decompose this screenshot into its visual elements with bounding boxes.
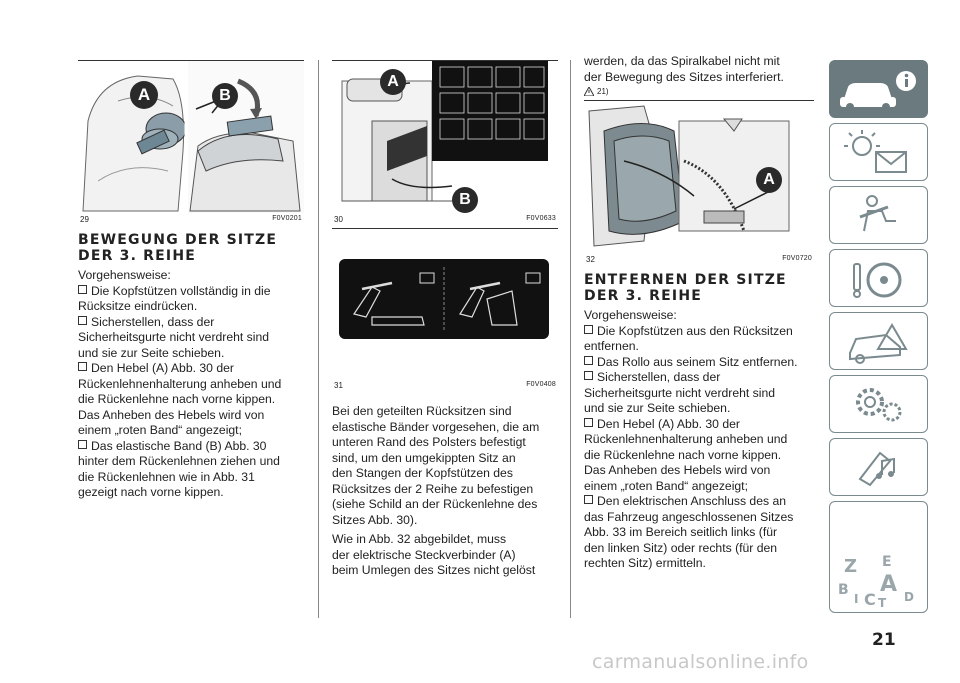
label-a-marker: A — [130, 81, 158, 109]
text-line: der Bewegung des Sitzes interferiert. — [584, 69, 784, 84]
text-line: sind, um den umgekippten Sitz an — [332, 450, 516, 465]
breakdown-icon — [830, 313, 927, 369]
text-line: Sicherheitsgurte nicht verdreht sind — [78, 330, 270, 344]
text-line: beim Umlegen des Sitzes nicht gelöst — [332, 563, 536, 577]
car-info-icon — [830, 61, 927, 117]
figure-caption — [584, 253, 814, 264]
figure-number: 30 — [334, 215, 343, 224]
text-line: Das Anheben des Hebels wird von — [584, 463, 771, 477]
text-line: unteren Rand des Polsters befestigt — [332, 435, 526, 449]
airbag-seat-icon — [830, 187, 927, 243]
text-line: Den elektrischen Anschluss des an — [584, 494, 814, 510]
text-line: Sitzes Abb. 30). — [332, 512, 418, 527]
tab-warning-lights[interactable] — [829, 123, 928, 181]
figure-number: 31 — [334, 381, 343, 390]
column-left — [78, 60, 304, 501]
watermark: carmanualsonline.info — [592, 651, 809, 673]
text-line: (siehe Schild an der Rückenlehne des — [332, 497, 538, 511]
warning-lights-icon — [830, 124, 927, 180]
tab-index[interactable] — [829, 501, 928, 613]
text-line: den Stangen der Kopfstützen des — [332, 466, 513, 480]
column-right — [584, 54, 814, 572]
figure-caption — [332, 213, 558, 224]
figure-code: F0V0408 — [526, 381, 556, 388]
music-satellite-icon — [830, 439, 927, 495]
text-line: einem „roten Band“ angezeigt; — [584, 478, 748, 493]
text-line: Den Hebel (A) Abb. 30 der — [78, 361, 304, 377]
instruction-list — [584, 324, 814, 572]
text-line: gezeigt nach vorne kippen. — [78, 485, 224, 499]
tab-maintenance[interactable] — [829, 375, 928, 433]
text-line: Sicherstellen, dass der — [584, 370, 814, 386]
text-line: hinter dem Rückenlehnen ziehen und — [78, 454, 280, 468]
warning-triangle-icon — [584, 87, 594, 96]
text-line: die Rückenlehne nach vorne kippen. — [584, 447, 782, 462]
figure-code: F0V0633 — [526, 215, 556, 222]
text-line: elastische Bänder vorgesehen, die am — [332, 419, 540, 434]
text-line: Bei den geteilten Rücksitzen sind — [332, 404, 512, 418]
column-separator — [318, 60, 319, 618]
text-line: Sicherstellen, dass der — [78, 315, 304, 331]
text-line: entfernen. — [584, 339, 639, 353]
tab-emergency[interactable] — [829, 312, 928, 370]
text-line: Rückenlehnenhalterung anheben und — [584, 432, 788, 446]
intro-text: Vorgehensweise: — [584, 308, 677, 322]
figure-32 — [584, 101, 814, 253]
text-line: Das Rollo aus seinem Sitz entfernen. — [584, 355, 814, 371]
text-line: Abb. 33 im Bereich seitlich links (für — [584, 525, 778, 539]
text-line: Den Hebel (A) Abb. 30 der — [584, 417, 814, 433]
text-line: Wie in Abb. 32 abgebildet, muss — [332, 532, 507, 546]
figure-caption — [78, 213, 304, 224]
tab-car-info[interactable] — [829, 60, 928, 118]
figure-code: F0V0201 — [272, 215, 302, 222]
paragraph-1 — [332, 404, 558, 528]
headrest-illustration — [78, 61, 304, 213]
text-line: und sie zur Seite schieben. — [584, 401, 731, 415]
section-heading: BEWEGUNG DER SITZE DER 3. REIHE — [78, 232, 278, 264]
steering-wheel-key-icon — [830, 250, 927, 306]
column-middle — [332, 60, 558, 579]
instruction-list — [78, 284, 304, 501]
figure-30 — [332, 61, 558, 213]
text-line: einem „roten Band“ angezeigt; — [78, 423, 242, 437]
text-line: Sicherheitsgurte nicht verdreht sind — [584, 385, 776, 400]
text-line: Rücksitze eindrücken. — [78, 299, 198, 313]
column-separator — [570, 60, 571, 618]
text-line: der elektrische Steckverbinder (A) — [332, 547, 516, 562]
text-line: und sie zur Seite schieben. — [78, 345, 225, 360]
text-line: Die Kopfstützen aus den Rücksitzen — [584, 324, 814, 340]
paragraph-2 — [332, 532, 558, 579]
text-line: das Fahrzeug angeschlossenen Sitzes — [584, 509, 794, 524]
figure-29 — [78, 61, 304, 213]
page-number: 21 — [872, 630, 896, 650]
gears-maintenance-icon — [830, 376, 927, 432]
section-heading: ENTFERNEN DER SITZE DER 3. REIHE — [584, 272, 787, 304]
text-line: den linken Sitz) oder rechts (für den — [584, 540, 778, 555]
text-line: rechten Sitz) ermitteln. — [584, 556, 706, 570]
label-b-marker: B — [212, 83, 238, 109]
label-a-marker: A — [756, 167, 782, 193]
continued-text — [584, 54, 814, 85]
seat-label-diagram — [332, 229, 558, 379]
text-line: Das elastische Band (B) Abb. 30 — [78, 439, 304, 455]
text-line: Rücksitzes der 2 Reihe zu befestigen — [332, 481, 534, 496]
warning-reference: 21) — [584, 87, 814, 96]
figure-code: F0V0720 — [782, 255, 812, 262]
text-line: Die Kopfstützen vollständig in die — [78, 284, 304, 300]
tab-multimedia[interactable] — [829, 438, 928, 496]
figure-number: 32 — [586, 255, 595, 264]
figure-number: 29 — [80, 215, 89, 224]
label-b-marker: B — [452, 187, 478, 213]
tab-safety[interactable] — [829, 186, 928, 244]
tab-start-drive[interactable] — [829, 249, 928, 307]
intro-text: Vorgehensweise: — [78, 268, 171, 282]
text-line: Rückenlehnenhalterung anheben und — [78, 376, 282, 391]
text-line: Das Anheben des Hebels wird von — [78, 407, 265, 422]
alphabet-index-icon: Z E B A I C T D — [838, 554, 914, 610]
label-a-marker: A — [380, 69, 406, 95]
figure-31 — [332, 229, 558, 379]
text-line: die Rückenlehne nach vorne kippen. — [78, 392, 276, 406]
figure-caption — [332, 379, 558, 390]
seat-back-illustration — [332, 61, 558, 213]
text-line: werden, da das Spiralkabel nicht mit — [584, 54, 780, 68]
text-line: die Rückenlehnen wie in Abb. 31 — [78, 469, 255, 484]
